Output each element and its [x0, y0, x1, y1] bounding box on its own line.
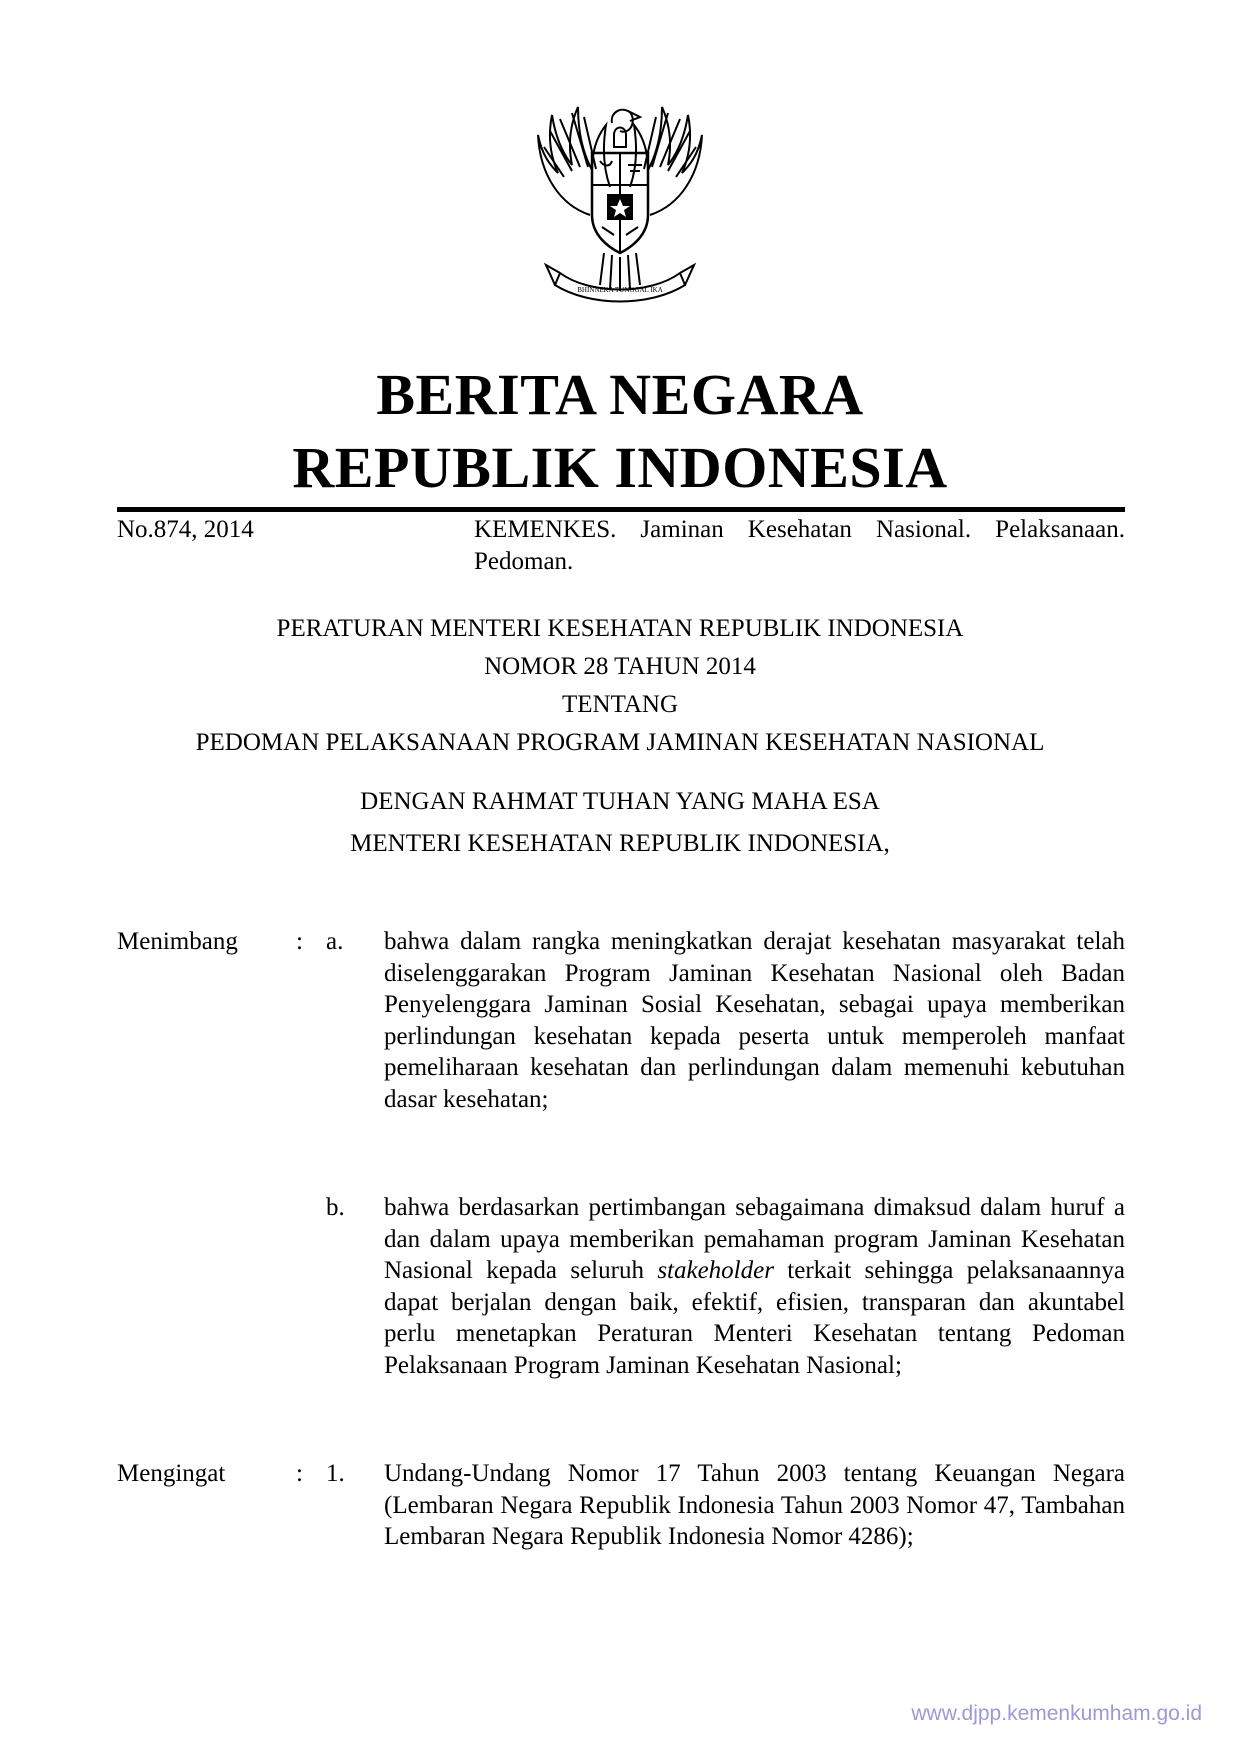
emblem-motto: BHINNEKA TUNGGAL IKA — [577, 286, 663, 294]
menimbang-colon: : — [296, 928, 303, 955]
regulation-subject: PEDOMAN PELAKSANAAN PROGRAM JAMINAN KESEHATAN NASIONAL — [195, 729, 1045, 756]
mengingat-item-1: Undang-Undang Nomor 17 Tahun 2003 tentang Keuangan Negara (Lembaran Negara Republik Indonesia Tahun 2003 Nomor 47, Tambahan Lembaran Negara Republik Indonesia Nomor 4286); — [384, 1460, 1125, 1550]
masthead-title-line1: BERITA NEGARA — [376, 362, 864, 427]
menimbang-item-b-text-1: bahwa berdasarkan pertimbangan sebagaimana dimaksud dalam huruf a dan dalam upaya memberikan pemahaman program Jaminan Kesehatan Nasional kepada seluruh — [384, 1194, 1125, 1284]
menimbang-item-a: bahwa dalam rangka meningkatkan derajat kesehatan masyarakat telah diselenggarakan Program Jaminan Kesehatan Nasional oleh Badan Penyelenggara Jaminan Sosial Kesehatan, sebagai upaya memberikan perlindungan kesehatan kepada peserta untuk memperoleh manfaat pemeliharaan kesehatan dan perlindungan dalam memenuhi kebutuhan dasar kesehatan; — [384, 928, 1125, 1113]
mengingat-marker-1: 1. — [326, 1460, 345, 1487]
menimbang-label: Menimbang — [117, 928, 238, 955]
menimbang-marker-a: a. — [326, 928, 344, 955]
menimbang-item-b-italic: stakeholder — [657, 1257, 774, 1284]
footer-website-link[interactable]: www.djpp.kemenkumham.go.id — [911, 1702, 1202, 1725]
garuda-emblem-icon — [520, 95, 720, 310]
regulation-preamble: DENGAN RAHMAT TUHAN YANG MAHA ESA — [360, 788, 880, 815]
gazette-number: No.874, 2014 — [117, 516, 254, 543]
menimbang-item-b-text-2: terkait sehingga pelaksanaannya dapat berjalan dengan baik, efektif, efisien, transparan dan akuntabel perlu menetapkan Peraturan Menteri Kesehatan tentang Pedoman Pelaksanaan Program Jaminan Kesehatan Nasional; — [384, 1257, 1125, 1379]
regulation-tentang: TENTANG — [561, 691, 679, 718]
masthead-title-line2: REPUBLIK INDONESIA — [292, 435, 948, 500]
regulation-title: PERATURAN MENTERI KESEHATAN REPUBLIK INDONESIA — [276, 615, 964, 642]
gazette-subject: KEMENKES. Jaminan Kesehatan Nasional. Pelaksanaan. Pedoman. — [474, 516, 1125, 575]
menimbang-marker-b: b. — [326, 1194, 345, 1221]
masthead-divider — [117, 507, 1125, 512]
mengingat-label: Mengingat — [117, 1460, 226, 1487]
regulation-authority: MENTERI KESEHATAN REPUBLIK INDONESIA, — [350, 830, 890, 857]
mengingat-colon: : — [296, 1460, 303, 1487]
menimbang-item-b — [384, 1192, 1125, 1381]
garuda-pancasila-emblem — [520, 95, 720, 310]
regulation-number: NOMOR 28 TAHUN 2014 — [484, 653, 756, 680]
